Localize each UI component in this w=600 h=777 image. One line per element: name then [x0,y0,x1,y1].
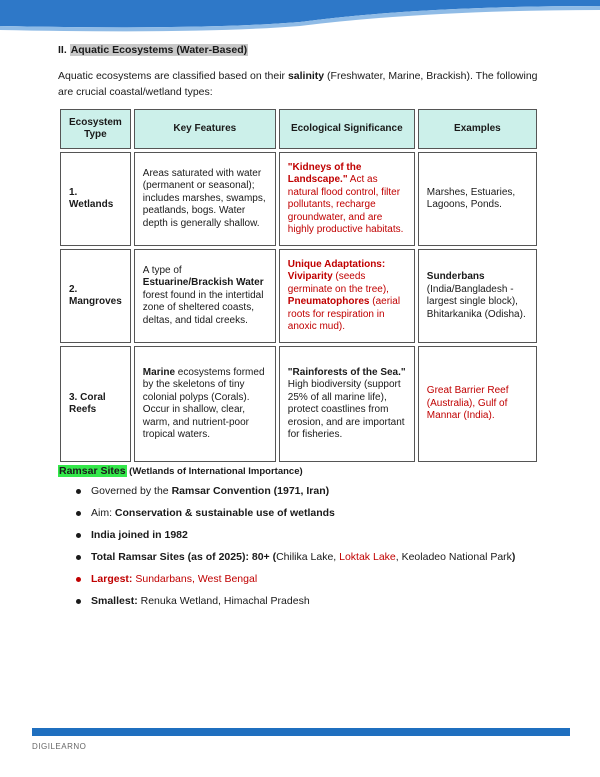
cell-type: 2. Mangroves [60,249,131,343]
bullet-icon [76,577,81,582]
header-examples: Examples [418,109,537,149]
ramsar-subtitle: (Wetlands of International Importance) [126,466,303,477]
cell-significance: "Rainforests of the Sea." High biodiversity (support 25% of all marine life), protect coastlines from erosion, and are important for fisheries. [279,346,415,462]
cell-features: Areas saturated with water (permanent or seasonal); includes marshes, swamps, peatlands, bogs. Water depth is generally shallow. [134,152,276,246]
header-wave [0,0,600,46]
table-row [60,249,537,343]
bullet-icon [76,555,81,560]
table-row [60,152,537,246]
ramsar-heading [58,465,303,477]
footer-bar [32,728,570,736]
footer-brand: DIGILEARNO [32,742,87,751]
section-title [58,44,248,56]
cell-examples: Great Barrier Reef (Australia), Gulf of Mannar (India). [418,346,537,462]
section-title-text: Aquatic Ecosystems (Water-Based) [70,44,248,56]
table-row [60,346,537,462]
section-number: II. [58,44,67,56]
table-header-row [60,109,537,149]
header-key-features: Key Features [134,109,276,149]
cell-type: 3. Coral Reefs [60,346,131,462]
cell-examples: Sunderbans (India/Bangladesh - largest single block), Bhitarkanika (Odisha). [418,249,537,343]
list-item: Largest: Sundarbans, West Bengal [58,568,558,590]
header-ecosystem-type: Ecosystem Type [60,109,131,149]
list-item: Governed by the Ramsar Convention (1971, Iran) [58,480,558,502]
list-item: Aim: Conservation & sustainable use of wetlands [58,502,558,524]
list-item: Total Ramsar Sites (as of 2025): 80+ (Chilika Lake, Loktak Lake, Keoladeo National Park) [58,546,558,568]
bullet-icon [76,489,81,494]
intro-paragraph: Aquatic ecosystems are classified based on their salinity (Freshwater, Marine, Brackish). The following are crucial coastal/wetland types: [58,70,538,98]
list-item: India joined in 1982 [58,524,558,546]
cell-features: Marine ecosystems formed by the skeletons of tiny colonial polyps (Corals). Occur in shallow, clear, warm, and nutrient-poor tropical waters. [134,346,276,462]
bullet-icon [76,533,81,538]
cell-features: A type of Estuarine/Brackish Water forest found in the intertidal zone of sheltered coasts, deltas, and tidal creeks. [134,249,276,343]
cell-significance: "Kidneys of the Landscape." Act as natural flood control, filter pollutants, recharge groundwater, and are highly productive habitats. [279,152,415,246]
bullet-icon [76,511,81,516]
cell-type: 1. Wetlands [60,152,131,246]
list-item: Smallest: Renuka Wetland, Himachal Pradesh [58,590,558,612]
ramsar-list [58,480,558,612]
bullet-icon [76,599,81,604]
header-ecological-significance: Ecological Significance [279,109,415,149]
ecosystem-table [57,106,540,465]
cell-examples: Marshes, Estuaries, Lagoons, Ponds. [418,152,537,246]
cell-significance: Unique Adaptations: Viviparity (seeds germinate on the tree), Pneumatophores (aerial roots for respiration in anoxic mud). [279,249,415,343]
ramsar-title: Ramsar Sites [59,465,126,477]
